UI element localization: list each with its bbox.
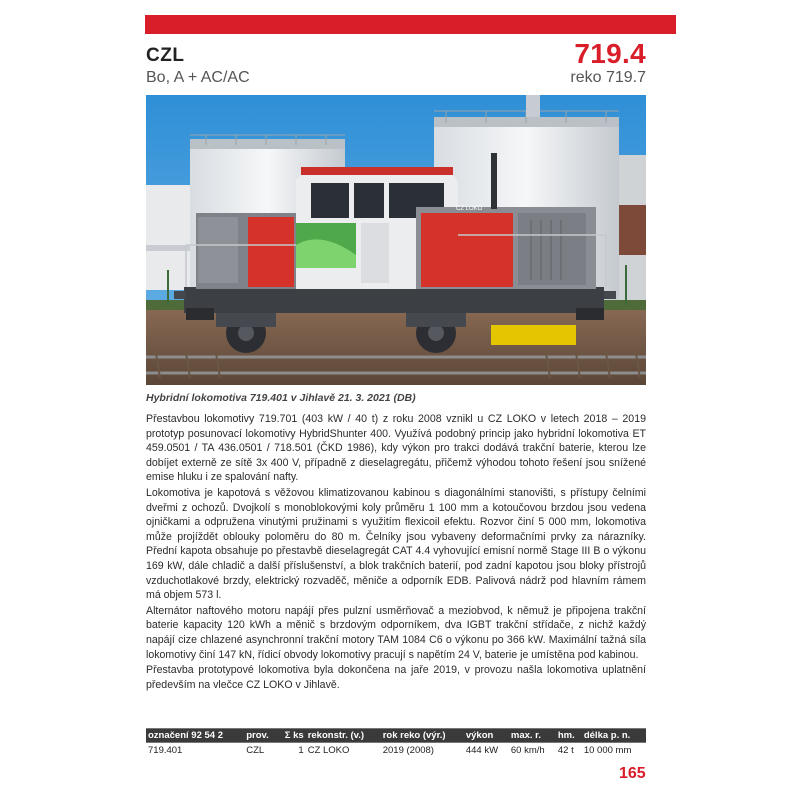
table-cell: 60 km/h xyxy=(510,745,545,756)
header-left xyxy=(146,45,250,88)
operator-code: CZL xyxy=(146,45,185,66)
rebuilt-from: reko 719.7 xyxy=(570,69,646,86)
header-right xyxy=(570,38,646,87)
table-cell: 719.401 xyxy=(148,745,183,756)
axle-arrangement: Bo, A + AC/AC xyxy=(146,69,250,86)
body-text xyxy=(146,412,646,693)
paragraph: Lokomotiva je kapotová s věžovou klimatizovanou kabinou s diagonálními stanovišti, s přístupy čelními dveřmi z ochozů. Dvojkolí s monoblokovými koly průměru 1 100 mm a kotoučovou brzdou jsou vedena ojničkami a odpružena vinutými pružinami s využitím flexicoil efektu. Rozvor činí 5 000 mm, lokomotiva může projíždět oblouky poloměru do 80 m. Čelníky jsou vybaveny deformačními prvky za nárazníky. Přední kapota obsahuje po přestavbě dieselagregát CAT 4.4 vyhovující emisní normě Stage III B o výkonu 169 kW, dále chladič a další příslušenství, a blok trakčních baterií, pod zadní kapotou jsou bloky přístrojů vzduchotlakové brzdy, elektrický rozvaděč, měniče a odporník EDB. Palivová nádrž pod hlavním rámem má objem 573 l. xyxy=(146,486,646,602)
paragraph: Přestavba prototypové lokomotiva byla dokončena na jaře 2019, v provozu našla lokomotiva uplatnění především na vlečce CZ LOKO v Jihlavě. xyxy=(146,664,646,691)
paragraph: Alternátor naftového motoru napájí přes pulzní usměrňovač a meziobvod, k němuž je připojena trakční baterie kapacity 120 kWh a měnič s brzdovým odporníkem, dva IGBT trakční střídače, z nichž každý napájí cize chlazené asynchronní trakční motory TAM 1084 C6 o výkonu po 366 kW. Maximální tažná síla lokomotivy činí 147 kN, řídicí obvody lokomotivy pracují s napětím 24 V, baterie je umístěna pod kabinou. xyxy=(146,604,646,661)
table-header-row xyxy=(146,729,646,743)
page-number: 165 xyxy=(619,765,646,782)
locomotive-photo xyxy=(146,95,646,385)
loco-side-label: CZ LOKO xyxy=(456,206,483,212)
col-header: délka p. n. xyxy=(583,730,631,741)
header-red-bar xyxy=(145,15,676,34)
table-cell: CZL xyxy=(246,745,265,756)
class-number: 719.4 xyxy=(574,38,646,69)
col-header: výkon xyxy=(465,730,494,741)
table-cell: 2019 (2008) xyxy=(382,745,434,756)
col-header: označení 92 54 2 xyxy=(148,730,223,741)
table-cell: 42 t xyxy=(557,745,574,756)
paragraph: Přestavbou lokomotivy 719.701 (403 kW / 40 t) z roku 2008 vznikl u CZ LOKO v letech 2018 – 2019 prototyp posunovací lokomotivy HybridShunter 400. Využívá podobný princip jako hybridní lokomotiva ET 459.0501 / TA 436.0501 / 718.501 (ČKD 1986), kdy výkon pro trakci dodává trakční baterie, kterou lze dobíjet externě ze sítě 3x 400 V, případně z dieselagregátu, přičemž výhodou tohoto řešení jsou snížené emise hluku i ze spalování nafty. xyxy=(146,413,646,484)
col-header: hm. xyxy=(557,730,575,741)
col-header: prov. xyxy=(246,730,269,741)
table-cell: 10 000 mm xyxy=(583,745,632,756)
photo-caption: Hybridní lokomotiva 719.401 v Jihlavě 21. 3. 2021 (DB) xyxy=(146,392,416,404)
table-cell: 1 xyxy=(298,745,304,756)
col-header: rok reko (výr.) xyxy=(382,730,446,741)
table-cell: 444 kW xyxy=(465,745,499,756)
table-cell: CZ LOKO xyxy=(307,745,350,756)
col-header: Σ ks xyxy=(284,730,304,741)
table-row xyxy=(146,743,646,759)
col-header: rekonstr. (v.) xyxy=(307,730,365,741)
specs-table xyxy=(146,728,646,758)
col-header: max. r. xyxy=(510,730,541,741)
